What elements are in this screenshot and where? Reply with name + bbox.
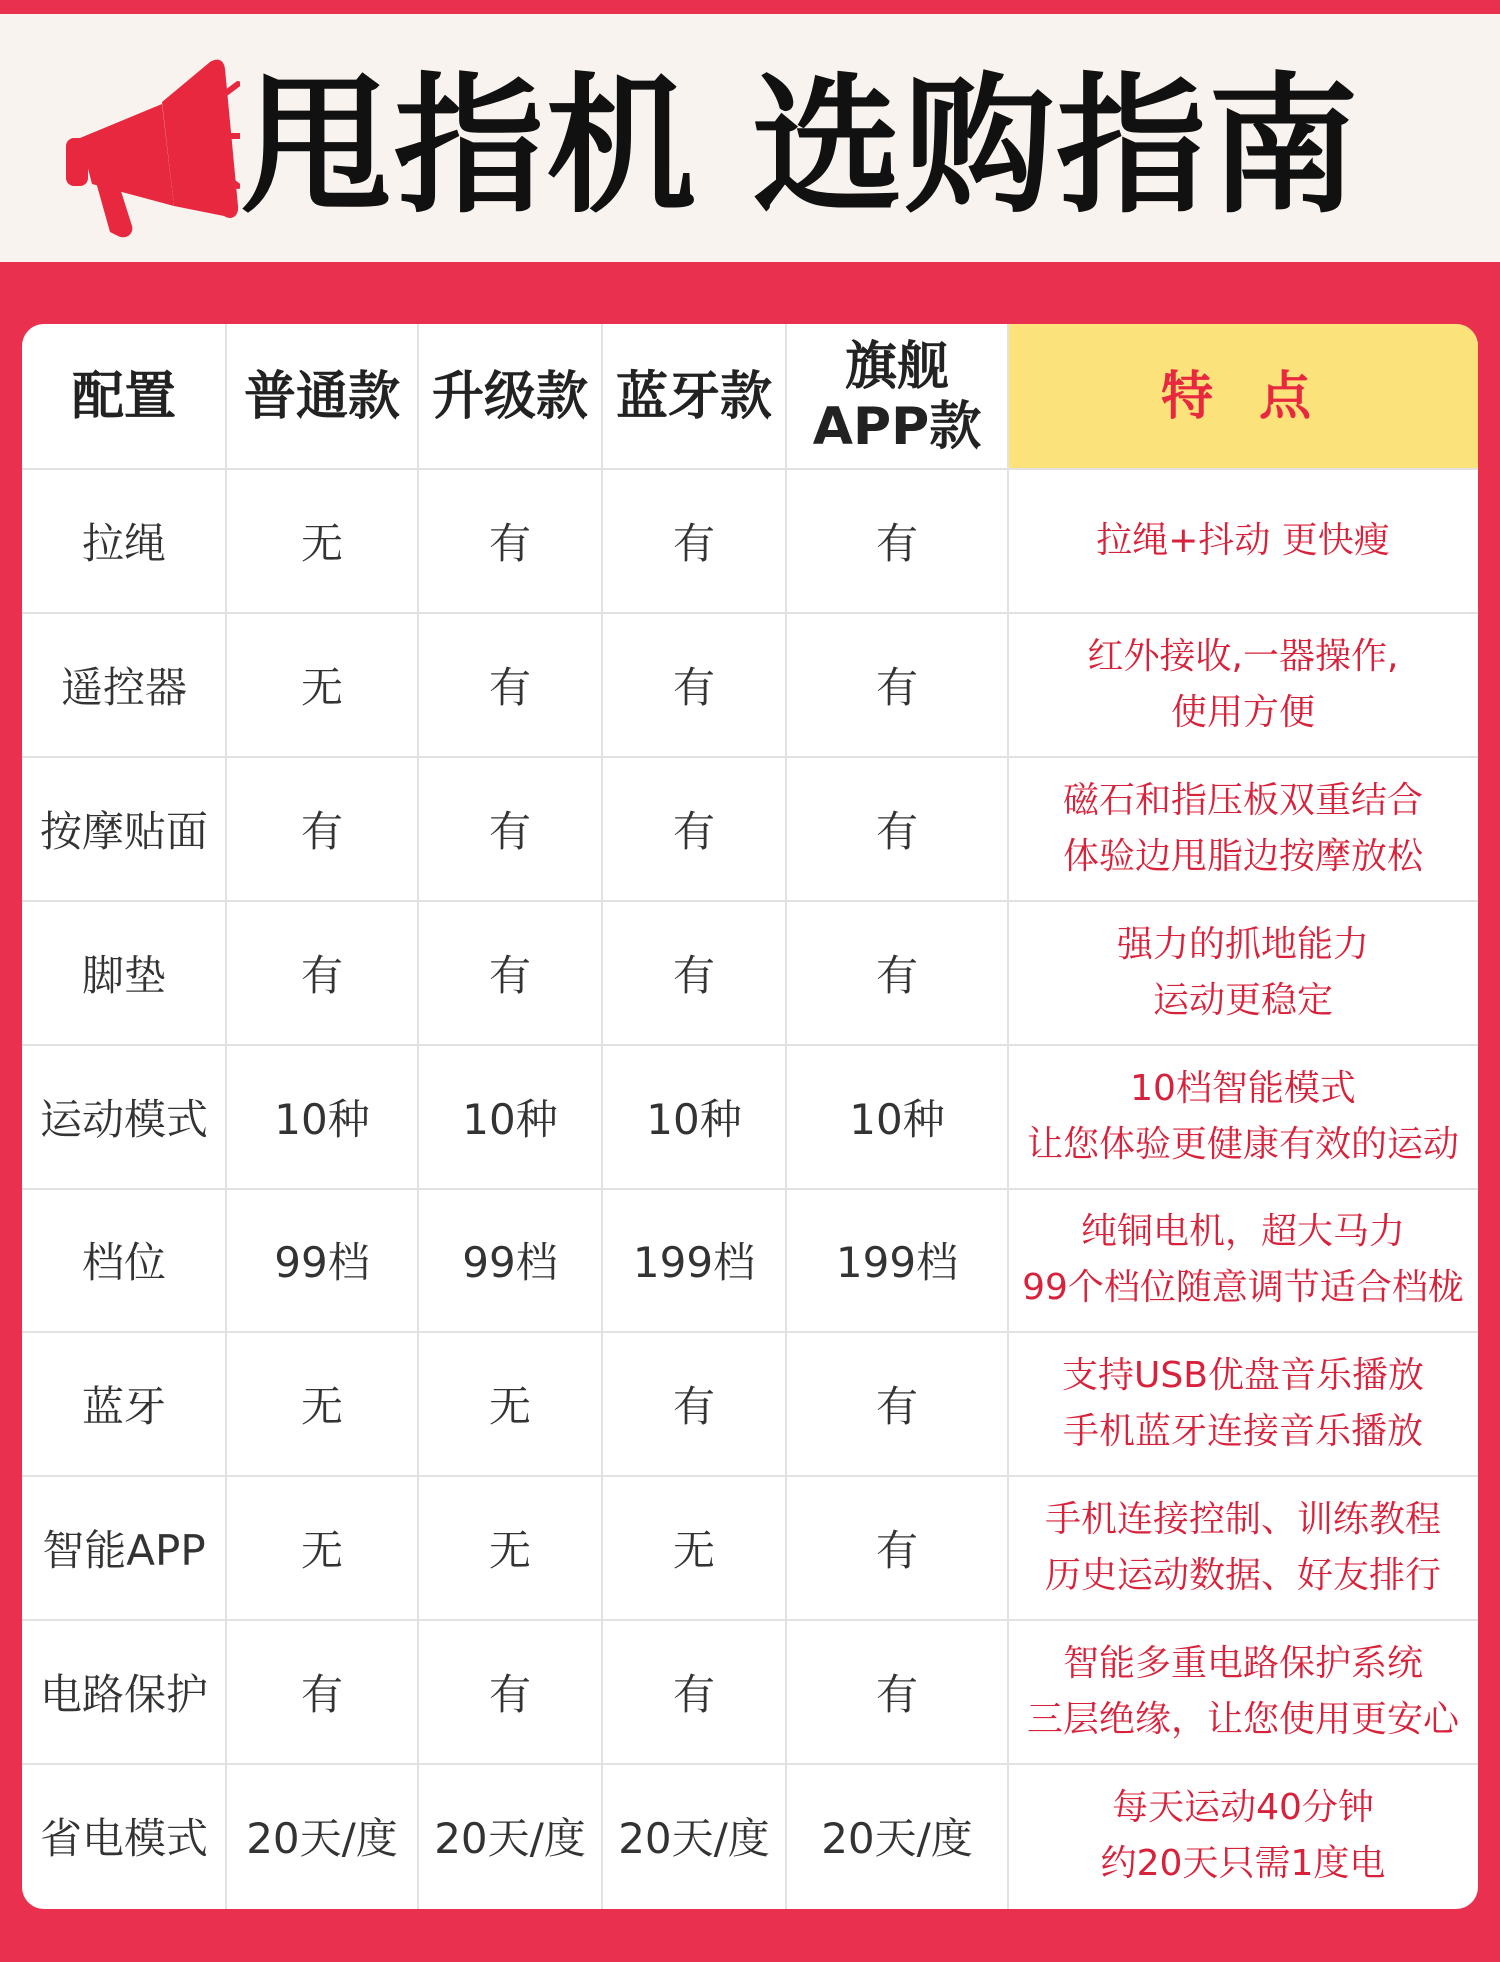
feature-line: 体验边甩脂边按摩放松 [1062,835,1423,877]
header-feature: 特 点 [1008,324,1478,469]
cell-basic: 无 [300,662,343,712]
feature-line: 强力的抓地能力 [1116,923,1369,965]
table-grid [22,324,1478,1909]
row-divider [22,1475,1478,1477]
column-divider [785,324,787,1909]
cell-flagship: 有 [875,1526,918,1576]
column-divider [225,324,227,1909]
cell-upgrade: 有 [488,1670,531,1720]
cell-feature [1008,613,1478,757]
cell-feature [1008,1189,1478,1333]
feature-line: 支持USB优盘音乐播放 [1062,1355,1424,1397]
page-title: 甩指机 选购指南 [242,60,1361,234]
feature-line: 纯铜电机，超大马力 [1080,1211,1405,1253]
cell-config: 智能APP [42,1526,206,1576]
cell-basic: 有 [300,1670,343,1720]
cell-bluetooth: 有 [672,662,715,712]
cell-feature [1008,901,1478,1045]
column-divider [417,324,419,1909]
cell-upgrade: 10种 [462,1094,558,1144]
cell-basic: 无 [300,1526,343,1576]
row-divider [22,1331,1478,1333]
feature-line: 手机蓝牙连接音乐播放 [1062,1411,1423,1453]
header-flagship [786,324,1008,469]
cell-upgrade: 99档 [462,1238,558,1288]
cell-feature [1008,1476,1478,1620]
header-bluetooth: 蓝牙款 [615,366,772,427]
feature-line: 三层绝缘，让您使用更安心 [1026,1699,1459,1741]
feature-line: 历史运动数据、好友排行 [1044,1555,1441,1597]
feature-line: 磁石和指压板双重结合 [1062,779,1423,821]
cell-bluetooth: 199档 [632,1238,756,1288]
cell-upgrade: 有 [488,662,531,712]
cell-config: 遥控器 [60,662,187,712]
cell-basic: 无 [300,1382,343,1432]
row-divider [22,756,1478,758]
cell-config: 脚垫 [81,950,166,1000]
feature-line: 让您体验更健康有效的运动 [1026,1123,1459,1165]
cell-config: 运动模式 [39,1094,208,1144]
row-divider [22,900,1478,902]
feature-line: 10档智能模式 [1130,1067,1356,1109]
cell-feature [1008,1764,1478,1908]
feature-line: 每天运动40分钟 [1112,1787,1374,1829]
cell-bluetooth: 有 [672,950,715,1000]
cell-flagship: 有 [875,806,918,856]
cell-bluetooth: 无 [672,1526,715,1576]
cell-upgrade: 20天/度 [434,1814,586,1864]
cell-upgrade: 有 [488,950,531,1000]
cell-flagship: 20天/度 [821,1814,973,1864]
feature-line: 约20天只需1度电 [1100,1843,1386,1885]
cell-feature [1008,1045,1478,1189]
header-flagship-line1: 旗舰 [844,336,949,397]
cell-bluetooth: 10种 [646,1094,742,1144]
row-divider [22,1044,1478,1046]
cell-basic: 20天/度 [246,1814,398,1864]
feature-line: 手机连接控制、训练教程 [1044,1499,1441,1541]
cell-basic: 99档 [274,1238,370,1288]
cell-bluetooth: 有 [672,518,715,568]
cell-upgrade: 有 [488,518,531,568]
megaphone-icon [62,56,240,241]
header-upgrade: 升级款 [431,366,588,427]
cell-config: 电路保护 [39,1670,208,1720]
cell-bluetooth: 有 [672,806,715,856]
header-basic: 普通款 [243,366,400,427]
cell-basic: 无 [300,518,343,568]
cell-upgrade: 无 [488,1382,531,1432]
cell-bluetooth: 20天/度 [618,1814,770,1864]
row-divider [22,1188,1478,1190]
cell-flagship: 有 [875,1382,918,1432]
cell-bluetooth: 有 [672,1382,715,1432]
cell-config: 按摩贴面 [39,806,208,856]
feature-line: 红外接收,一器操作, [1087,635,1399,677]
cell-upgrade: 有 [488,806,531,856]
header-config: 配置 [71,366,176,427]
row-divider [22,612,1478,614]
cell-config: 档位 [81,1238,166,1288]
column-divider [1007,324,1009,1909]
cell-feature [1008,757,1478,901]
feature-line: 智能多重电路保护系统 [1062,1643,1423,1685]
cell-basic: 有 [300,950,343,1000]
cell-feature [1008,1332,1478,1476]
cell-upgrade: 无 [488,1526,531,1576]
cell-flagship: 有 [875,1670,918,1720]
cell-flagship: 有 [875,950,918,1000]
header-flagship-line2: APP款 [812,396,982,457]
cell-config: 蓝牙 [81,1382,166,1432]
cell-feature [1008,1620,1478,1764]
cell-bluetooth: 有 [672,1670,715,1720]
cell-config: 拉绳 [81,518,166,568]
cell-flagship: 有 [875,662,918,712]
cell-feature [1008,469,1478,613]
cell-basic: 10种 [274,1094,370,1144]
cell-flagship: 10种 [849,1094,945,1144]
cell-flagship: 199档 [835,1238,959,1288]
cell-basic: 有 [300,806,343,856]
row-divider [22,1619,1478,1621]
top-bar [0,0,1500,14]
cell-config: 省电模式 [39,1814,208,1864]
cell-flagship: 有 [875,518,918,568]
comparison-table [22,324,1478,1909]
feature-line: 99个档位随意调节适合档栊 [1022,1267,1464,1309]
feature-line: 运动更稳定 [1152,979,1333,1021]
feature-line: 使用方便 [1170,691,1315,733]
column-divider [601,324,603,1909]
feature-line: 拉绳+抖动 更快瘦 [1096,519,1390,561]
row-divider [22,468,1478,470]
header-band [0,14,1500,262]
row-divider [22,1763,1478,1765]
